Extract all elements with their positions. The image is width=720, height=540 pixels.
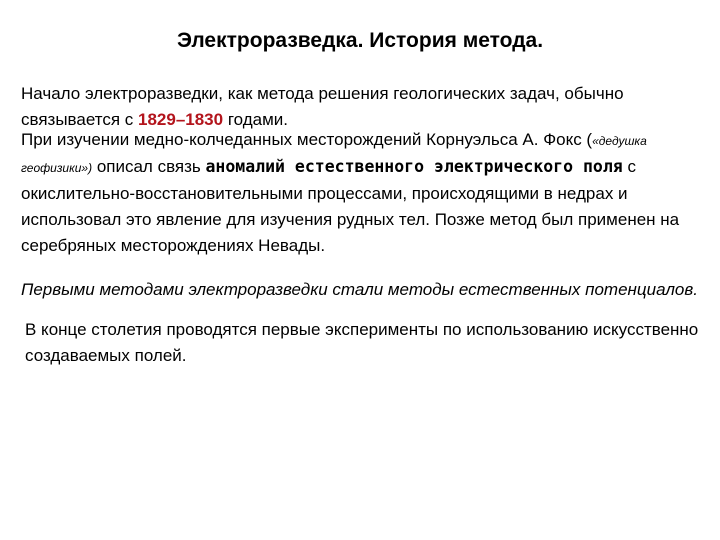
paragraph-natural-potentials: Первыми методами электроразведки стали методы естественных потенциалов. bbox=[21, 280, 698, 299]
origin-text-end: годами. bbox=[223, 110, 289, 129]
fox-text-start: При изучении медно-колчеданных месторождений Корнуэльса А. Фокс ( bbox=[21, 130, 593, 149]
paragraph-origin bbox=[21, 81, 701, 133]
fox-nickname: «дедушка геофизики») bbox=[21, 134, 647, 175]
highlighted-years: 1829–1830 bbox=[138, 110, 224, 129]
fox-text-end: с окислительно-восстановительными процессами, происходящими в недрах и использовал это явление для изучения рудных тел. Позже метод был применен на серебряных месторождениях Невады. bbox=[21, 157, 680, 255]
fox-text-middle: описал связь bbox=[92, 157, 206, 176]
paragraph-artificial-fields: В конце столетия проводятся первые эксперименты по использованию искусственно создаваемых полей. bbox=[25, 320, 699, 365]
origin-text-start: Начало электроразведки, как метода решения геологических задач, обычно связывается с bbox=[21, 84, 624, 129]
slide-title: Электроразведка. История метода. bbox=[176, 29, 544, 52]
paragraph-fox bbox=[21, 127, 701, 259]
emphasis-phrase: аномалий естественного электрического поля bbox=[205, 157, 623, 176]
